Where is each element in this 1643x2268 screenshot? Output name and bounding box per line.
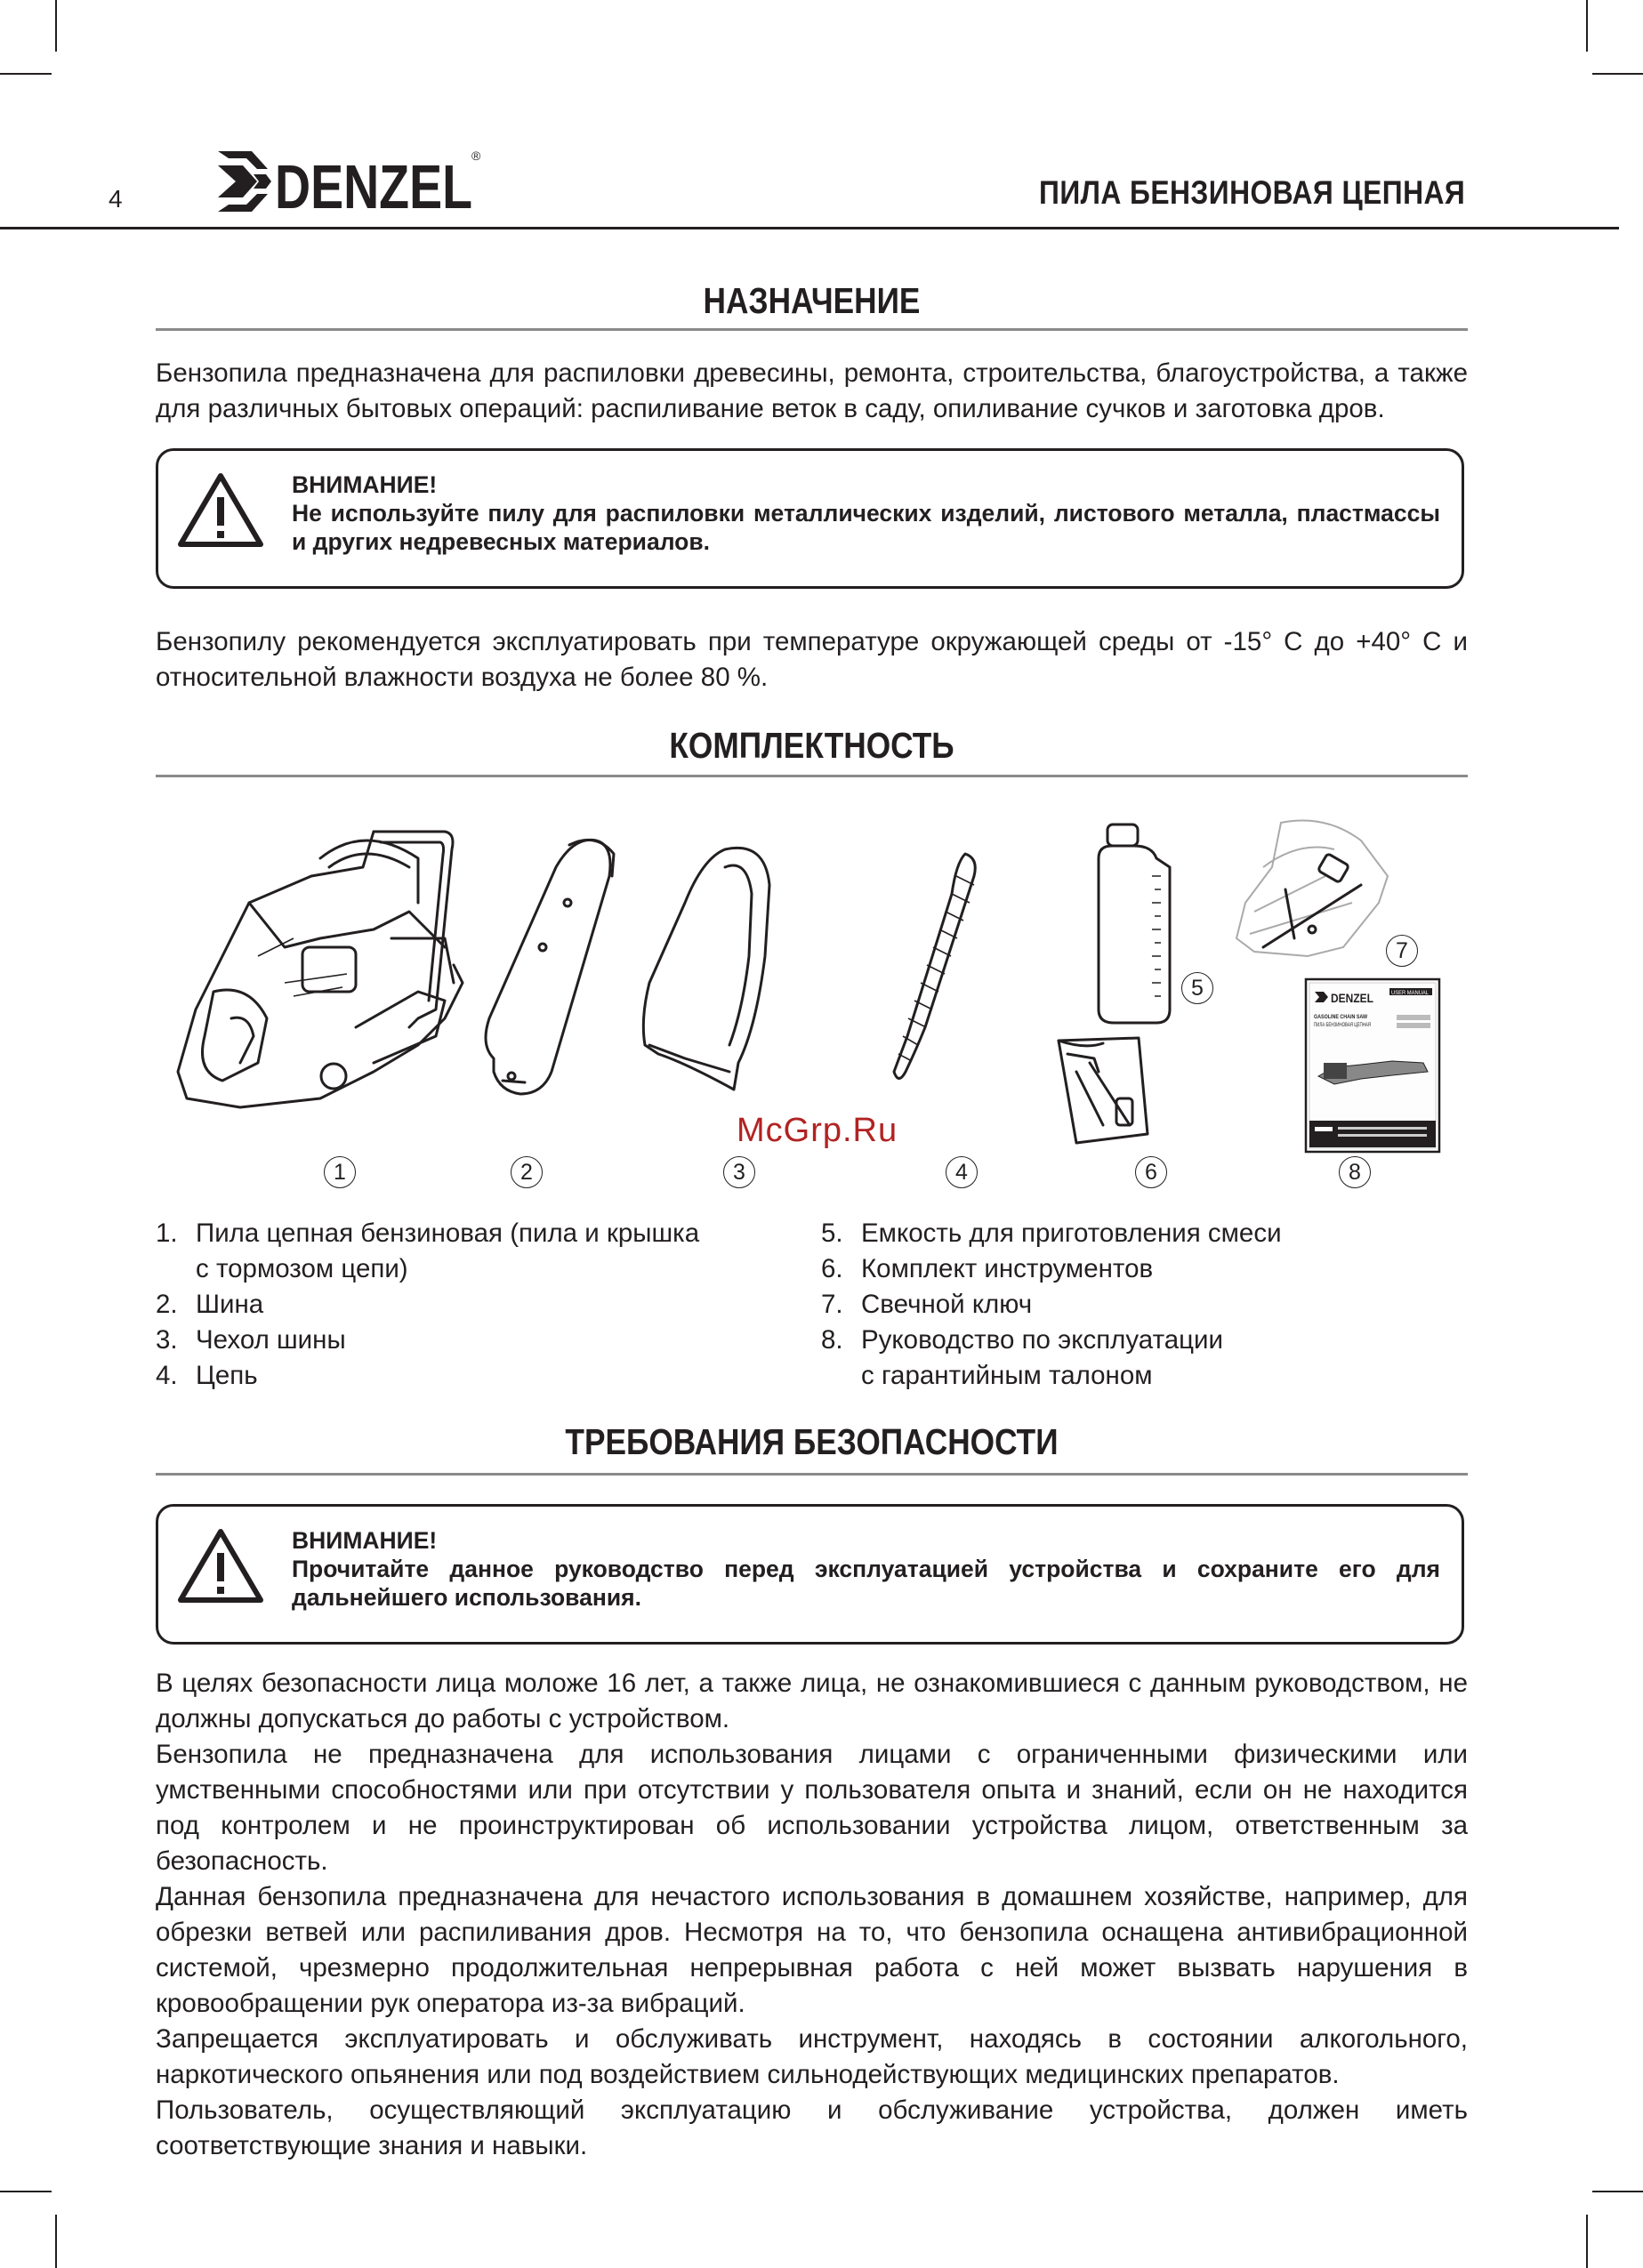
crop-mark	[0, 73, 52, 75]
warning-box-safety	[156, 1504, 1464, 1645]
figure-number: 7	[1386, 935, 1418, 967]
conditions-paragraph	[156, 624, 1468, 696]
section-rule	[156, 328, 1468, 331]
list-item	[156, 1323, 743, 1358]
contents-list-left	[156, 1216, 743, 1394]
figure-number: 2	[511, 1156, 543, 1188]
figure-number: 5	[1181, 972, 1213, 1004]
safety-paragraph: В целях безопасности лица моложе 16 лет, а также лица, не ознакомившиеся с данным руководством, не должны допускаться до работы с устройством.	[156, 1669, 1468, 1733]
section-heading-contents: КОМПЛЕКТНОСТЬ	[669, 725, 954, 766]
contents-list-right	[821, 1216, 1462, 1394]
warning-body: Не используйте пилу для распиловки металлических изделий, листового металла, пластмассы и других недревесных материалов.	[292, 500, 1440, 555]
registered-mark: ®	[471, 149, 481, 163]
watermark: McGrp.Ru	[737, 1112, 898, 1149]
bar-cover-illustration	[643, 848, 769, 1090]
mixing-bottle-illustration	[1099, 824, 1170, 1023]
figure-number: 8	[1339, 1156, 1371, 1188]
crop-mark	[55, 2215, 57, 2268]
warning-text-block	[292, 1526, 1440, 1612]
list-item-text: Свечной ключ	[861, 1290, 1033, 1319]
figure-number: 3	[723, 1156, 755, 1188]
crop-mark	[55, 0, 57, 52]
manual-line-2: ПИЛА БЕНЗИНОВАЯ ЦЕПНАЯ	[1314, 1023, 1371, 1028]
list-item-number: 6.	[821, 1254, 843, 1283]
brand-logo-text: DENZEL	[275, 152, 472, 215]
warning-triangle-icon	[176, 1526, 265, 1604]
section-rule	[156, 775, 1468, 777]
manual-badge: USER MANUAL	[1391, 991, 1430, 996]
list-item-number: 3.	[156, 1325, 178, 1355]
list-item	[156, 1216, 743, 1287]
user-manual-illustration	[1306, 979, 1439, 1152]
chainsaw-illustration	[178, 832, 463, 1107]
manual-line-1: GASOLINE CHAIN SAW	[1314, 1014, 1368, 1020]
list-item	[156, 1287, 743, 1323]
safety-paragraphs	[156, 1666, 1468, 2164]
list-item	[821, 1216, 1462, 1251]
manual-brand: DENZEL	[1331, 991, 1374, 1005]
crop-mark	[1592, 2191, 1643, 2192]
list-item	[821, 1323, 1462, 1394]
section-heading-safety: ТРЕБОВАНИЯ БЕЗОПАСНОСТИ	[565, 1421, 1059, 1462]
safety-paragraph: Пользователь, осуществляющий эксплуатацию и обслуживание устройства, должен иметь соответствующие знания и навыки.	[156, 2095, 1468, 2160]
header-rule	[0, 227, 1619, 229]
warning-triangle-icon	[176, 470, 265, 549]
list-item	[821, 1287, 1462, 1323]
spark-plug-wrench-illustration	[1236, 821, 1388, 957]
warning-body: Прочитайте данное руководство перед эксплуатацией устройства и сохраните его для дальнейшего использования.	[292, 1556, 1440, 1611]
list-item	[156, 1358, 743, 1394]
crop-mark	[0, 2191, 52, 2192]
figure-number: 1	[324, 1156, 356, 1188]
list-item-number: 8.	[821, 1325, 843, 1355]
figure-number: 6	[1135, 1156, 1167, 1188]
safety-paragraph: Бензопила не предназначена для использования лицами с ограниченными физическими или умственными способностями или при отсутствии у пользователя опыта и знаний, если он не находится под контролем и не проинструктирован об использовании устройства лицом, ответственным за безопасность.	[156, 1740, 1468, 1876]
purpose-paragraph	[156, 356, 1468, 427]
warning-title: ВНИМАНИЕ!	[292, 471, 438, 498]
warning-title: ВНИМАНИЕ!	[292, 1527, 438, 1554]
brand-logo	[216, 142, 483, 215]
crop-mark	[1592, 73, 1643, 75]
list-item-text: Цепь	[196, 1361, 258, 1390]
warning-box-purpose	[156, 448, 1464, 589]
purpose-text: Бензопила предназначена для распиловки древесины, ремонта, строительства, благоустройства, а также для различных бытовых операций: распиливание веток в саду, опиливание сучков и заготовка дров.	[156, 358, 1468, 423]
list-item-text: Чехол шины	[196, 1325, 346, 1355]
tool-kit-illustration	[1059, 1038, 1148, 1143]
list-item-number: 2.	[156, 1290, 178, 1319]
list-item-text: Пила цепная бензиновая (пила и крышка с тормозом цепи)	[196, 1218, 700, 1283]
list-item-number: 5.	[821, 1218, 843, 1248]
list-item-text: Руководство по эксплуатации с гарантийным талоном	[861, 1325, 1224, 1390]
list-item-number: 4.	[156, 1361, 178, 1390]
conditions-text: Бензопилу рекомендуется эксплуатировать при температуре окружающей среды от -15° С до +40° С и относительной влажности воздуха не более 80 %.	[156, 627, 1468, 692]
list-item-text: Комплект инструментов	[861, 1254, 1154, 1283]
guide-bar-illustration	[486, 840, 614, 1094]
section-heading-purpose: НАЗНАЧЕНИЕ	[703, 280, 921, 321]
chain-illustration	[894, 854, 975, 1079]
safety-paragraph: Запрещается эксплуатировать и обслуживать инструмент, находясь в состоянии алкогольного, наркотического опьянения или под воздействием сильнодействующих медицинских препаратов.	[156, 2024, 1468, 2089]
list-item	[821, 1251, 1462, 1287]
list-item-number: 1.	[156, 1218, 178, 1248]
brand-logo-mark	[216, 142, 483, 215]
section-rule	[156, 1473, 1468, 1476]
figure-number: 4	[946, 1156, 978, 1188]
warning-text-block	[292, 470, 1440, 556]
document-title: ПИЛА БЕНЗИНОВАЯ ЦЕПНАЯ	[1038, 174, 1465, 211]
list-item-number: 7.	[821, 1290, 843, 1319]
crop-mark	[1586, 0, 1588, 52]
safety-paragraph: Данная бензопила предназначена для нечастого использования в домашнем хозяйстве, например, для обрезки ветвей или распиливания дров. Несмотря на то, что бензопила оснащена антивибрационной системой, чрезмерно продолжительная непрерывная работа с ней может вызвать нарушения в кровообращении рук оператора из-за вибраций.	[156, 1882, 1468, 2018]
list-item-text: Емкость для приготовления смеси	[861, 1218, 1282, 1248]
crop-mark	[1586, 2215, 1588, 2268]
page-number: 4	[109, 185, 123, 213]
list-item-text: Шина	[196, 1290, 264, 1319]
